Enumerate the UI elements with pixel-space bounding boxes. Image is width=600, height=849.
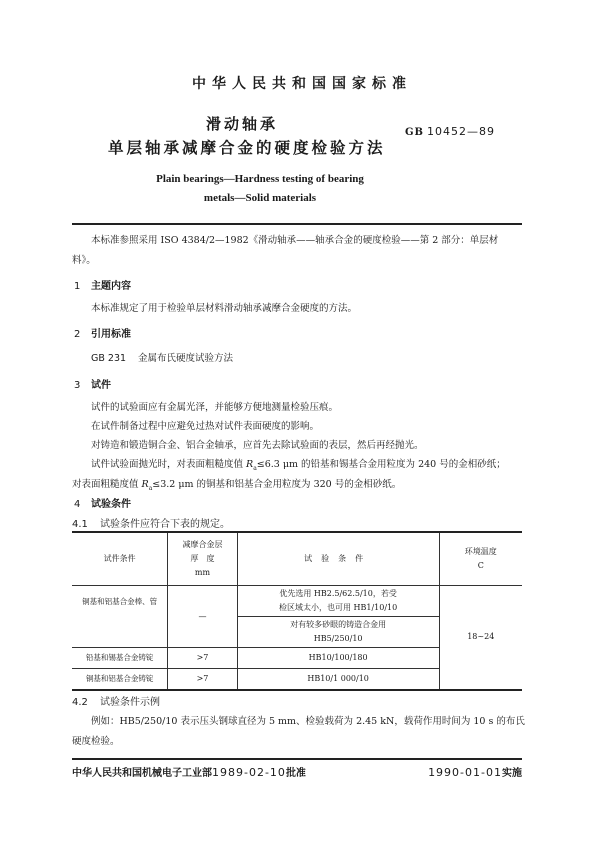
approval-info [72, 764, 306, 779]
cell-thickness: — [168, 586, 238, 648]
conditions-line: 检区域太小，也可用 HB1/10/10 [279, 603, 398, 612]
header-thickness-line-1: 减摩合金层 [182, 540, 223, 549]
header-thickness [168, 532, 238, 586]
text-segment: 对表面粗糙度值 [72, 479, 142, 490]
reference-title: 金属布氏硬度试验方法 [138, 353, 234, 364]
effective-suffix: 实施 [502, 768, 522, 779]
section-4-heading [74, 495, 131, 510]
subsection-number: 4.2 [72, 697, 88, 708]
text-segment: ≤3.2 μm 的铜基和铝基合金用粒度为 320 号的金相砂纸。 [152, 479, 402, 490]
section-3-paragraph-4 [91, 456, 506, 472]
table-header-row [72, 532, 522, 586]
section-number: 2 [74, 329, 81, 340]
text-segment: ≤6.3 μm 的铅基和锡基合金用粒度为 240 号的金相砂纸； [256, 459, 506, 470]
header-specimen: 试件条件 [72, 532, 168, 586]
text-segment: 试件试验面抛光时，对表面粗糙度值 [91, 459, 247, 470]
approving-authority: 中华人民共和国机械电子工业部 [72, 768, 212, 779]
section-3-heading [74, 376, 111, 391]
title-line-2: 单层轴承减摩合金的硬度检验方法 [108, 139, 386, 157]
roughness-symbol: R [141, 479, 149, 490]
section-1-paragraph: 本标准规定了用于检验单层材料滑动轴承减摩合金硬度的方法。 [91, 303, 358, 314]
cell-specimen: 铅基和锡基合金铸锭 [72, 648, 168, 669]
cell-temperature: 18~24 [439, 586, 522, 690]
approval-date: 1989-02-10 [212, 766, 286, 779]
section-3-paragraph-5 [72, 476, 401, 492]
section-3-paragraph-1: 试件的试验面应有金属光泽，并能够方便地测量检验压痕。 [91, 402, 339, 413]
effective-date: 1990-01-01 [428, 766, 502, 779]
header-temperature-line-1: 环境温度 [464, 547, 497, 556]
cell-specimen: 铜基和铝基合金棒、管 [72, 586, 168, 648]
conditions-line: 对有较多砂眼的铸造合金用 [290, 620, 387, 629]
section-3-paragraph-2: 在试件制备过程中应避免过热对试件表面硬度的影响。 [91, 421, 320, 432]
cell-conditions [237, 586, 439, 617]
section-number: 4 [74, 499, 81, 510]
section-title: 引用标准 [91, 329, 131, 340]
section-title: 试验条件 [91, 499, 131, 510]
header-thickness-unit: mm [194, 568, 211, 577]
test-conditions-table [72, 531, 522, 691]
example-paragraph-line-1: 例如：HB5/250/10 表示压头钢球直径为 5 mm、检验载荷为 2.45 kN，载荷作用时间为 10 s 的布氏 [91, 716, 525, 727]
roughness-subscript: a [253, 464, 257, 472]
header-temperature [439, 532, 522, 586]
cell-thickness: >7 [168, 648, 238, 669]
cell-conditions [237, 617, 439, 648]
footer-rule [72, 758, 522, 760]
section-number: 1 [74, 281, 81, 292]
subsection-text: 试验条件应符合下表的规定。 [100, 519, 230, 530]
reference-standard [91, 350, 233, 364]
conditions-line: 优先选用 HB2.5/62.5/10，若受 [279, 589, 397, 598]
conditions-line: HB5/250/10 [313, 634, 363, 643]
subsection-title: 试验条件示例 [100, 697, 160, 708]
standard-code-prefix: GB [405, 127, 424, 138]
standard-label: 中华人民共和国国家标准 [192, 76, 412, 92]
roughness-symbol: R [246, 459, 254, 470]
section-3-paragraph-3: 对铸造和锻造铜合金、铝合金轴承，应首先去除试验面的表层，然后再经抛光。 [91, 440, 424, 451]
intro-paragraph: 本标准参照采用 ISO 4384/2—1982《滑动轴承——轴承合金的硬度检验——第 2 部分：单层材料》。 [72, 235, 499, 266]
english-title-line-1: Plain bearings—Hardness testing of bearing [156, 173, 364, 185]
cell-conditions: HB10/100/180 [237, 648, 439, 669]
header-rule [72, 223, 522, 225]
header-thickness-line-2: 厚 度 [190, 554, 215, 563]
english-title [0, 170, 520, 208]
standard-code [405, 125, 495, 138]
cell-thickness: >7 [168, 669, 238, 690]
header-test-conditions: 试验条件 [237, 532, 439, 586]
cell-conditions: HB10/1 000/10 [237, 669, 439, 690]
cell-specimen: 铜基和铝基合金铸锭 [72, 669, 168, 690]
section-title: 试件 [91, 380, 111, 391]
section-title: 主题内容 [91, 281, 131, 292]
approval-suffix: 批准 [285, 768, 306, 779]
subsection-4-2 [72, 693, 160, 708]
header-temperature-unit: C [477, 561, 484, 570]
english-title-line-2: metals—Solid materials [203, 192, 317, 204]
section-1-heading [74, 277, 131, 292]
reference-code: GB 231 [91, 353, 127, 364]
example-paragraph-line-2: 硬度检验。 [72, 736, 120, 747]
subsection-4-1 [72, 515, 230, 530]
table-row [72, 586, 522, 617]
title-line-1: 滑动轴承 [205, 115, 278, 133]
roughness-subscript: a [148, 484, 153, 492]
section-number: 3 [74, 380, 81, 391]
subsection-number: 4.1 [72, 519, 88, 530]
effective-info [428, 764, 522, 779]
standard-code-number: 10452—89 [427, 125, 495, 138]
section-2-heading [74, 325, 131, 340]
